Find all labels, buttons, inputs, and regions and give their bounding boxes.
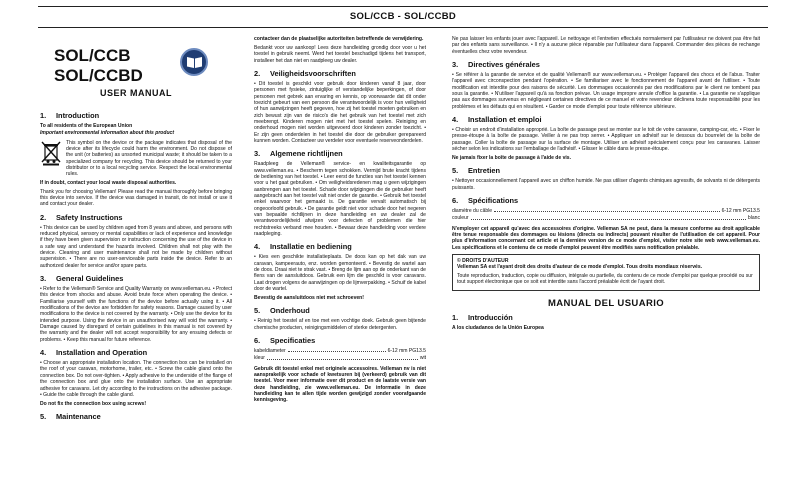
spec-value: 6-12 mm PG13.5	[721, 208, 760, 214]
section-title: Veiligheidsvoorschriften	[270, 68, 356, 78]
section-heading-safety	[40, 213, 232, 222]
section-heading-specifications	[254, 336, 426, 345]
section-number: 3.	[254, 149, 261, 159]
section-heading-specifications	[452, 196, 760, 205]
section-number: 2.	[254, 68, 261, 78]
spec-row-colour	[452, 215, 760, 221]
section-title: Introducción	[468, 312, 513, 322]
spec-leader-dots	[288, 348, 386, 352]
section-heading-introduccion	[452, 313, 760, 322]
header-title: SOL/CCB - SOL/CCBD	[349, 11, 457, 22]
intro-paragraph: Bedankt voor uw aankoop! Lees deze handleiding grondig door voor u het toestel in gebruik neemt. Werd het toestel beschadigd tijdens het transport, installeer het dan niet en raadpleeg uw dealer.	[254, 44, 426, 64]
section-number: 5.	[254, 306, 261, 316]
weee-block	[40, 140, 232, 178]
safety-paragraph: • This device can be used by children aged from 8 years and above, and persons with reduced physical, sensory or mental capabilities or lack of experience and knowledge if they have been given supervision or instruction concerning the use of the device in a safe way and understand the hazards involved. Children shall not play with the device. Cleaning and user maintenance shall not be made by children without supervision. • There are no user-serviceable parts inside the device. Refer to an authorized dealer for service and/or spare parts.	[40, 224, 232, 269]
section-heading-maintenance	[254, 306, 426, 315]
section-number: 3.	[40, 274, 47, 284]
spec-leader-dots	[267, 355, 418, 359]
region-heading: A los ciudadanos de la Unión Europea	[452, 324, 544, 331]
spec-label: couleur	[452, 215, 469, 222]
environment-note-heading: Important environmental information about this product	[40, 130, 175, 137]
intro-continuation: contacteer dan de plaatselijke autoriteiten betreffende de verwijdering.	[254, 36, 424, 42]
section-title: Installatie en bediening	[270, 242, 352, 252]
intro-continuation: Ne pas laisser les enfants jouer avec l'appareil. Le nettoyage et l'entretien effectués normalement par l'utilisateur ne doivent pas être fait par des enfants sans surveillance. • Il n'y a aucune pièce réparable par l'utilisateur dans l'appareil. Commander des pièces de rechange éventuelles chez votre revendeur.	[452, 36, 760, 55]
guidelines-paragraph: Raadpleeg de Velleman® service- en kwaliteitsgarantie op www.velleman.eu. • Bescherm tegen schokken. Vermijd brute kracht tijdens de bediening van het toestel. • Leer eerst de functies van het toestel kennen voor u het gaat gebruiken. • Om veiligheidsredenen mag u geen wijzigingen aanbrengen aan het toestel. Schade door wijzigingen die de gebruiker heeft aangebracht aan het toestel valt niet onder de garantie. • Gebruik het toestel enkel waarvoor het gemaakt is. De garantie vervalt automatisch bij ongeoorloofd gebruik. • De garantie geldt niet voor schade door het negeren van bepaalde richtlijnen in deze handleiding en uw dealer zal de verantwoordelijkheid afwijzen voor defecten of problemen die hier rechtstreeks verband mee houden. • Bewaar deze handleiding voor verdere raadpleging.	[254, 161, 426, 238]
section-number: 6.	[452, 196, 459, 205]
installation-paragraph: • Choisir un endroit d'installation approprié. La boîte de passage peut se monter sur le toit de votre caravane, camping-car, etc. • Fixer le presse-étoupe à la boîte de passage. Veiller à ne pas trop serrer. • Appliquer un adhésif sur le dessous du bourrelet de la boîte de passage. Coller la boîte de passage sur la surface de montage. Utiliser un adhésif spécialement conçu pour les caravanes. Laisser sécher selon les indications sur l'emballage de l'adhésif. • Glisser le câble dans le presse-étoupe.	[452, 127, 760, 153]
product-title-line-2: SOL/CCBD	[54, 66, 143, 85]
section-title: Specificaties	[270, 336, 316, 346]
closing-paragraph: N'employer cet appareil qu'avec des accessoires d'origine. Velleman SA ne peut, dans la mesure conforme au droit applicable être tenue responsable des dommages ou lésions (directs ou indirects) pouvant résulter de l'utilisation de cet appareil. Pour plus d'information concernant cet article et la dernière version de ce mode d'emploi, visiter notre site web www.velleman.eu. Les spécifications et le contenu de ce mode d'emploi peuvent être modifiés sans notification préalable.	[452, 225, 760, 251]
guidelines-paragraph: • Refer to the Velleman® Service and Quality Warranty on www.velleman.eu. • Protect this device from shocks and abuse. Avoid brute force when operating the device. • Familiarise yourself with the functions of the device before actually using it. • All modifications of the device are forbidden for safety reasons. Damage caused by user modifications to the device is not covered by the warranty. • Only use the device for its intended purpose. Using the device in an unauthorised way will void the warranty. • Damage caused by disregard of certain guidelines in this manual is not covered by the warranty and the dealer will not accept responsibility for any ensuing defects or problems. • Keep this manual for future reference.	[40, 286, 232, 343]
section-heading-installation	[40, 348, 232, 357]
section-heading-installation	[452, 115, 760, 124]
section-title: General Guidelines	[56, 274, 124, 284]
section-heading-guidelines	[40, 274, 232, 283]
section-title: Introduction	[56, 111, 100, 120]
installation-note: Bevestig de aansluitdoos niet met schroeven!	[254, 295, 364, 301]
section-heading-introduction	[40, 111, 232, 120]
dutch-column	[254, 36, 426, 498]
region-heading: To all residents of the European Union	[40, 123, 133, 129]
spec-leader-dots	[471, 215, 746, 219]
spanish-manual-title: MANUAL DEL USUARIO	[547, 298, 665, 310]
maintenance-paragraph: • Reinig het toestel af en toe met een vochtige doek. Gebruik geen bijtende chemische producten, reinigingsmiddelen of sterke detergenten.	[254, 318, 426, 331]
manual-book-icon	[180, 48, 208, 76]
section-number: 4.	[254, 242, 261, 252]
section-heading-maintenance	[452, 166, 760, 175]
section-title: Safety Instructions	[56, 212, 123, 222]
section-heading-guidelines	[254, 149, 426, 158]
spec-value: blanc	[747, 215, 760, 222]
section-heading-maintenance	[40, 412, 232, 421]
french-column	[452, 36, 760, 498]
copyright-title: © DROITS D'AUTEUR	[457, 258, 509, 265]
section-number: 4.	[40, 348, 47, 358]
maintenance-paragraph: • Nettoyer occasionnellement l'appareil avec un chiffon humide. Ne pas utiliser d'agents chimiques agressifs, de solvants ni de détergents puissants.	[452, 178, 760, 191]
section-number: 5.	[452, 166, 459, 176]
crossed-bin-icon	[40, 140, 62, 166]
section-number: 2.	[40, 212, 47, 222]
guidelines-paragraph: • Se référer à la garantie de service et de qualité Velleman® sur www.velleman.eu. • Protéger l'appareil des chocs et de l'abus. Traiter l'appareil avec circonspection pendant l'opération. • Se familiariser avec le fonctionnement de l'appareil avant de l'utiliser. • Toute modification est interdite pour des raisons de sécurité. Les dommages occasionnés par des modifications par le client ne tombent pas sous la garantie. • N'utiliser l'appareil qu'à sa fonction prévue. Un usage impropre annule d'office la garantie. • La garantie ne s'applique pas aux dommages survenus en négligeant certaines directives de ce manuel et votre revendeur déclinera toute responsabilité pour les problèmes et les défauts qui en résultent. • Garder ce mode d'emploi pour toute référence ultérieure.	[452, 72, 760, 110]
title-block	[40, 36, 232, 106]
copyright-text: Toute reproduction, traduction, copie ou diffusion, intégrale ou partielle, du contenu de ce mode d'emploi par quelque procédé ou sur tout support électronique que ce soit est interdite sans l'accord préalable écrit de l'ayant droit.	[457, 272, 753, 286]
section-number: 4.	[452, 115, 459, 125]
spec-leader-dots	[494, 208, 719, 212]
copyright-box	[452, 254, 760, 291]
section-number: 3.	[452, 60, 459, 70]
installation-paragraph: • Choose an appropriate installation location. The connection box can be installed on the roof of your caravan, motorhome, trailer, etc. • Screw the cable gland onto the connection box. Do not over-tighten. • Apply adhesive to the underside of the flange of the connection box and glue onto the installation surface. Use an appropriate adhesive for caravans. Let dry according to the instructions on the adhesive package. • Guide the cable through the cable gland.	[40, 360, 232, 398]
thanks-paragraph: Thank you for choosing Velleman! Please read the manual thoroughly before bringing this device into service. If the device was damaged in transit, do not install or use it and contact your dealer.	[40, 188, 232, 208]
spec-label: kleur	[254, 355, 265, 362]
installation-note: Ne jamais fixer la boîte de passage à l'aide de vis.	[452, 154, 572, 161]
section-heading-safety	[254, 69, 426, 78]
safety-paragraph: • Dit toestel is geschikt voor gebruik door kinderen vanaf 8 jaar, door personen met fysieke, zintuiglijke of verstandelijke beperkingen, of door personen met gebrek aan ervaring en kennis, op voorwaarde dat dit onder toezicht gebeurt van een persoon die verantwoordelijk is voor hun veiligheid of hun aanwijzingen heeft gegeven, hoe zij het toestel moeten gebruiken en zich bewust zijn van de risico's die het gebruik van het toestel met zich meebrengt. Kinderen mogen niet met het toestel spelen. Reiniging en onderhoud mogen niet worden uitgevoerd door kinderen zonder toezicht. • Er zijn geen onderdelen in het toestel die door de gebruiker gerepareerd kunnen worden. Contacteer uw verdeler voor eventuele reserveonderdelen.	[254, 80, 426, 144]
spec-value: 6-12 mm PG13.5	[387, 348, 426, 355]
spec-value: wit	[419, 355, 426, 362]
page-header	[38, 6, 768, 28]
weee-note: If in doubt, contact your local waste disposal authorities.	[40, 179, 177, 186]
installation-paragraph: • Kies een geschikte installatieplaats. De doos kan op het dak van uw caravan, kampeerauto, enz. worden gemonteerd. • Bevestig de wartel aan de doos. Draai niet te strak vast. • Breng de lijm aan op de onderkant van de flens van de aansluitdoos. Gebruik een lijm die geschikt is voor caravans. Laat drogen volgens de aanwijzingen op de lijmverpakking. • Schuif de kabel door de wartel.	[254, 254, 426, 293]
section-title: Installation and Operation	[56, 348, 148, 358]
copyright-bold-text: Velleman SA est l'ayant droit des droits d'auteur de ce mode d'emploi. Tous droits mondiaux réservés.	[457, 264, 703, 271]
section-number: 1.	[40, 111, 47, 120]
section-number: 5.	[40, 412, 47, 422]
section-title: Directives générales	[468, 60, 540, 70]
section-title: Installation et emploi	[468, 115, 542, 125]
section-title: Algemene richtlijnen	[270, 149, 343, 159]
section-number: 6.	[254, 336, 261, 346]
section-number: 1.	[452, 312, 459, 322]
user-manual-label: USER MANUAL	[100, 88, 172, 98]
english-column	[40, 36, 232, 498]
installation-note: Do not fix the connection box using screws!	[40, 400, 146, 407]
section-heading-installation	[254, 242, 426, 251]
spec-row-colour	[254, 355, 426, 361]
section-title: Spécifications	[468, 196, 519, 205]
spec-label: kabeldiameter	[254, 348, 286, 355]
spec-row-cable-diameter	[452, 208, 760, 214]
section-title: Onderhoud	[270, 306, 310, 316]
spec-row-cable-diameter	[254, 348, 426, 354]
section-title: Entretien	[468, 166, 501, 176]
closing-paragraph: Gebruik dit toestel enkel met originele accessoires. Velleman nv is niet aansprakelijk voor schade of kwetsuren bij (verkeerd) gebruik van dit toestel. Voor meer informatie over dit product en de laatste versie van deze handleiding, zie www.velleman.eu. De informatie in deze handleiding kan te allen tijde worden gewijzigd zonder voorafgaande kennisgeving.	[254, 365, 426, 404]
section-heading-guidelines	[452, 60, 760, 69]
spec-label: diamètre du câble	[452, 208, 493, 214]
product-title-line-1: SOL/CCB	[54, 46, 131, 65]
section-title: Maintenance	[56, 412, 101, 422]
weee-text: This symbol on the device or the package indicates that disposal of the device after its lifecycle could harm the environment. Do not dispose of the unit (or batteries) as unsorted municipal waste; it should be taken to a specialized company for recycling. This device should be returned to your distributor or to a local recycling service. Respect the local environmental rules.	[66, 139, 232, 178]
